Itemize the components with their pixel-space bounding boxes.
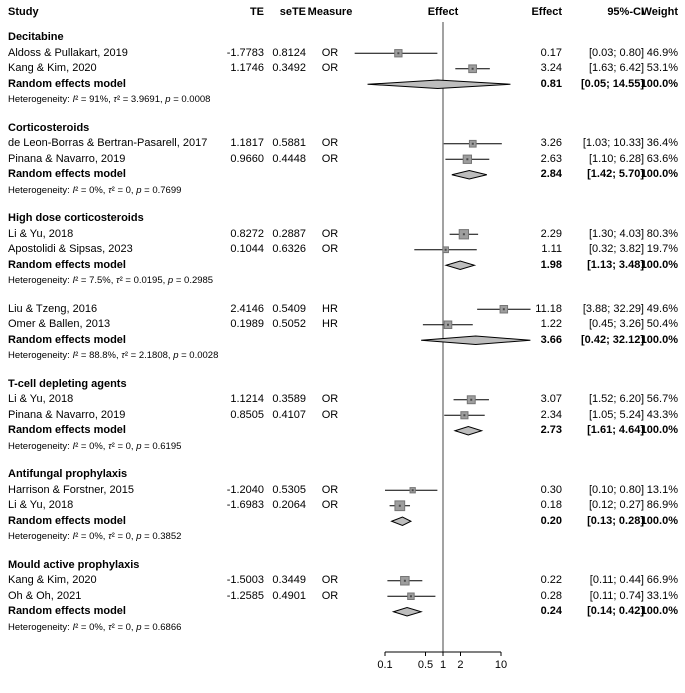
measure-value: OR [321,574,339,586]
weight-value: 63.6% [646,152,678,165]
heterogeneity-note: Heterogeneity: I² = 88.8%, τ² = 2.1808, p = 0.0028 [8,350,219,361]
col-header-sete: seTE [279,6,306,18]
effect-value: 0.18 [540,499,562,511]
measure-value: OR [321,46,339,59]
x-axis-tick-label: 1 [439,659,447,671]
sete-value: 0.8124 [272,46,306,59]
measure-value: HR [322,318,338,330]
heterogeneity-note: Heterogeneity: I² = 91%, τ² = 3.9691, p = 0.0008 [8,94,211,105]
ci-value: [0.03; 0.80] [588,46,644,59]
study-name: Pinana & Navarro, 2019 [8,408,126,421]
study-name: Omer & Ballen, 2013 [8,318,111,330]
study-name: Liu & Tzeng, 2016 [8,302,98,315]
weight-value: 50.4% [646,318,678,330]
sete-value: 0.5305 [272,483,306,496]
measure-value: OR [321,408,339,421]
summary-weight-value: 100.0% [640,605,678,617]
summary-effect-value: 1.98 [540,258,562,271]
te-value: -1.6983 [226,499,264,511]
summary-label: Random effects model [8,77,126,90]
group-title: High dose corticosteroids [8,212,144,224]
effect-point [445,249,447,251]
group-title: Decitabine [8,31,64,43]
effect-point [404,580,406,582]
col-header-study: Study [8,6,39,18]
summary-effect-value: 2.73 [540,424,562,436]
study-name: Apostolidi & Sipsas, 2023 [8,243,133,255]
effect-value: 2.63 [540,152,562,165]
summary-weight-value: 100.0% [640,424,678,436]
effect-point [472,143,474,145]
effect-value: 0.28 [540,589,562,602]
sete-value: 0.5881 [272,137,306,149]
summary-label: Random effects model [8,424,126,436]
summary-label: Random effects model [8,168,126,180]
study-name: Harrison & Forstner, 2015 [8,483,134,496]
weight-value: 86.9% [646,499,678,511]
sete-value: 0.2064 [272,499,306,511]
ci-value: [1.52; 6.20] [588,393,644,405]
summary-ci-value: [1.61; 4.64] [587,424,644,436]
x-axis-tick-label: 2 [457,659,464,671]
weight-value: 49.6% [646,302,678,315]
effect-point [463,233,465,235]
col-header-effect-plot: Effect [427,6,459,18]
weight-value: 19.7% [646,243,678,255]
measure-value: OR [321,62,339,74]
te-value: 1.1817 [230,137,264,149]
sete-value: 0.3449 [272,574,306,586]
summary-weight-value: 100.0% [640,514,678,527]
measure-value: OR [321,137,339,149]
effect-point [463,414,465,416]
summary-diamond [455,427,482,435]
study-name: Oh & Oh, 2021 [8,589,82,602]
sete-value: 0.3589 [272,393,306,405]
weight-value: 43.3% [646,408,678,421]
x-axis-tick-label: 10 [494,659,508,671]
group-title: Antifungal prophylaxis [8,468,128,480]
group-title: Corticosteroids [8,121,90,134]
group-title: T-cell depleting agents [8,377,127,390]
summary-weight-value: 100.0% [640,333,678,346]
study-name: Li & Yu, 2018 [8,499,74,511]
col-header-weight: Weight [641,6,678,18]
sete-value: 0.4448 [272,152,306,165]
weight-value: 36.4% [646,137,678,149]
measure-value: OR [321,589,339,602]
effect-point [466,158,468,160]
study-name: Li & Yu, 2018 [8,393,74,405]
summary-ci-value: [1.13; 3.48] [587,258,644,271]
study-name: Pinana & Navarro, 2019 [8,152,126,165]
group-title: Mould active prophylaxis [8,558,140,571]
measure-value: OR [321,499,339,511]
ci-value: [1.05; 5.24] [588,408,644,421]
effect-value: 1.11 [541,243,562,255]
sete-value: 0.4107 [272,408,306,421]
effect-point [410,595,412,597]
study-name: Li & Yu, 2018 [8,227,74,240]
te-value: 0.8505 [230,408,264,421]
heterogeneity-note: Heterogeneity: I² = 0%, τ² = 0, p = 0.6866 [8,621,182,633]
summary-weight-value: 100.0% [640,168,678,180]
effect-value: 3.26 [540,137,562,149]
sete-value: 0.6326 [272,243,306,255]
measure-value: OR [321,243,339,255]
sete-value: 0.3492 [272,62,306,74]
ci-value: [0.11; 0.74] [589,589,644,602]
te-value: -1.7783 [226,46,264,59]
summary-weight-value: 100.0% [640,258,678,271]
x-axis-tick-label: 0.1 [377,659,393,671]
measure-value: OR [321,227,339,240]
te-value: 0.9660 [230,152,264,165]
sete-value: 0.4901 [272,589,306,602]
effect-point [397,52,399,54]
effect-value: 3.07 [540,393,562,405]
study-name: de Leon-Borras & Bertran-Pasarell, 2017 [8,137,208,149]
summary-label: Random effects model [8,514,126,527]
effect-point [399,505,401,507]
measure-value: OR [321,152,339,165]
summary-diamond [368,80,511,88]
sete-value: 0.2887 [272,227,306,240]
summary-effect-value: 0.24 [540,605,562,617]
effect-point [503,308,505,310]
summary-ci-value: [0.14; 0.42] [587,605,644,617]
effect-point [447,324,449,326]
summary-effect-value: 3.66 [540,333,562,346]
weight-value: 80.3% [646,227,678,240]
col-header-measure: Measure [307,6,353,18]
te-value: -1.2040 [226,483,264,496]
ci-value: [0.32; 3.82] [588,243,644,255]
te-value: 0.8272 [230,227,264,240]
x-axis-tick-label: 0.5 [417,659,434,671]
effect-point [412,489,414,491]
weight-value: 53.1% [646,62,678,74]
col-header-effect: Effect [531,6,562,18]
ci-value: [0.45; 3.26] [588,318,644,330]
study-name: Kang & Kim, 2020 [8,574,97,586]
summary-diamond [446,261,474,269]
sete-value: 0.5409 [272,302,306,315]
heterogeneity-note: Heterogeneity: I² = 0%, τ² = 0, p = 0.7699 [8,184,182,196]
effect-value: 0.22 [540,574,562,586]
summary-label: Random effects model [8,605,126,617]
summary-label: Random effects model [8,333,126,346]
effect-value: 11.18 [535,302,562,315]
heterogeneity-note: Heterogeneity: I² = 7.5%, τ² = 0.0195, p = 0.2985 [8,275,214,286]
effect-value: 2.34 [540,408,562,421]
ci-value: [1.10; 6.28] [588,152,644,165]
summary-ci-value: [0.13; 0.28] [587,514,644,527]
summary-diamond [393,608,421,616]
weight-value: 66.9% [646,574,678,586]
heterogeneity-note: Heterogeneity: I² = 0%, τ² = 0, p = 0.6195 [8,440,182,452]
summary-label: Random effects model [8,258,126,271]
ci-value: [1.30; 4.03] [588,227,644,240]
effect-value: 3.24 [540,62,562,74]
effect-point [470,399,472,401]
summary-ci-value: [0.05; 14.55] [581,77,644,90]
summary-weight-value: 100.0% [640,77,678,90]
summary-diamond [452,171,487,179]
summary-diamond [392,517,411,525]
ci-value: [3.88; 32.29] [582,302,644,315]
summary-ci-value: [1.42; 5.70] [587,168,644,180]
ci-value: [0.11; 0.44] [589,574,644,586]
te-value: -1.5003 [226,574,264,586]
ci-value: [0.10; 0.80] [588,483,644,496]
ci-value: [1.03; 10.33] [582,137,644,149]
measure-value: OR [321,483,339,496]
te-value: 1.1214 [230,393,264,405]
measure-value: HR [322,302,338,315]
effect-value: 0.30 [540,483,562,496]
study-name: Kang & Kim, 2020 [8,62,97,74]
summary-effect-value: 0.81 [540,77,562,90]
col-header-ci: 95%-CI [607,6,644,18]
summary-ci-value: [0.42; 32.12] [581,333,644,346]
weight-value: 56.7% [646,393,678,405]
effect-point [472,68,474,70]
te-value: 2.4146 [230,302,264,315]
effect-value: 2.29 [540,227,562,240]
measure-value: OR [321,393,339,405]
summary-effect-value: 2.84 [540,168,562,180]
col-header-te: TE [249,6,264,18]
ci-value: [0.12; 0.27] [588,499,644,511]
weight-value: 13.1% [646,483,678,496]
te-value: 1.1746 [230,62,264,74]
te-value: 0.1989 [230,318,264,330]
study-name: Aldoss & Pullakart, 2019 [8,46,128,59]
weight-value: 33.1% [646,589,678,602]
summary-effect-value: 0.20 [540,514,562,527]
heterogeneity-note: Heterogeneity: I² = 0%, τ² = 0, p = 0.3852 [8,531,182,542]
te-value: 0.1044 [230,243,264,255]
weight-value: 46.9% [646,46,678,59]
sete-value: 0.5052 [272,318,306,330]
te-value: -1.2585 [226,589,264,602]
effect-value: 1.22 [540,318,562,330]
ci-value: [1.63; 6.42] [588,62,644,74]
effect-value: 0.17 [540,46,562,59]
